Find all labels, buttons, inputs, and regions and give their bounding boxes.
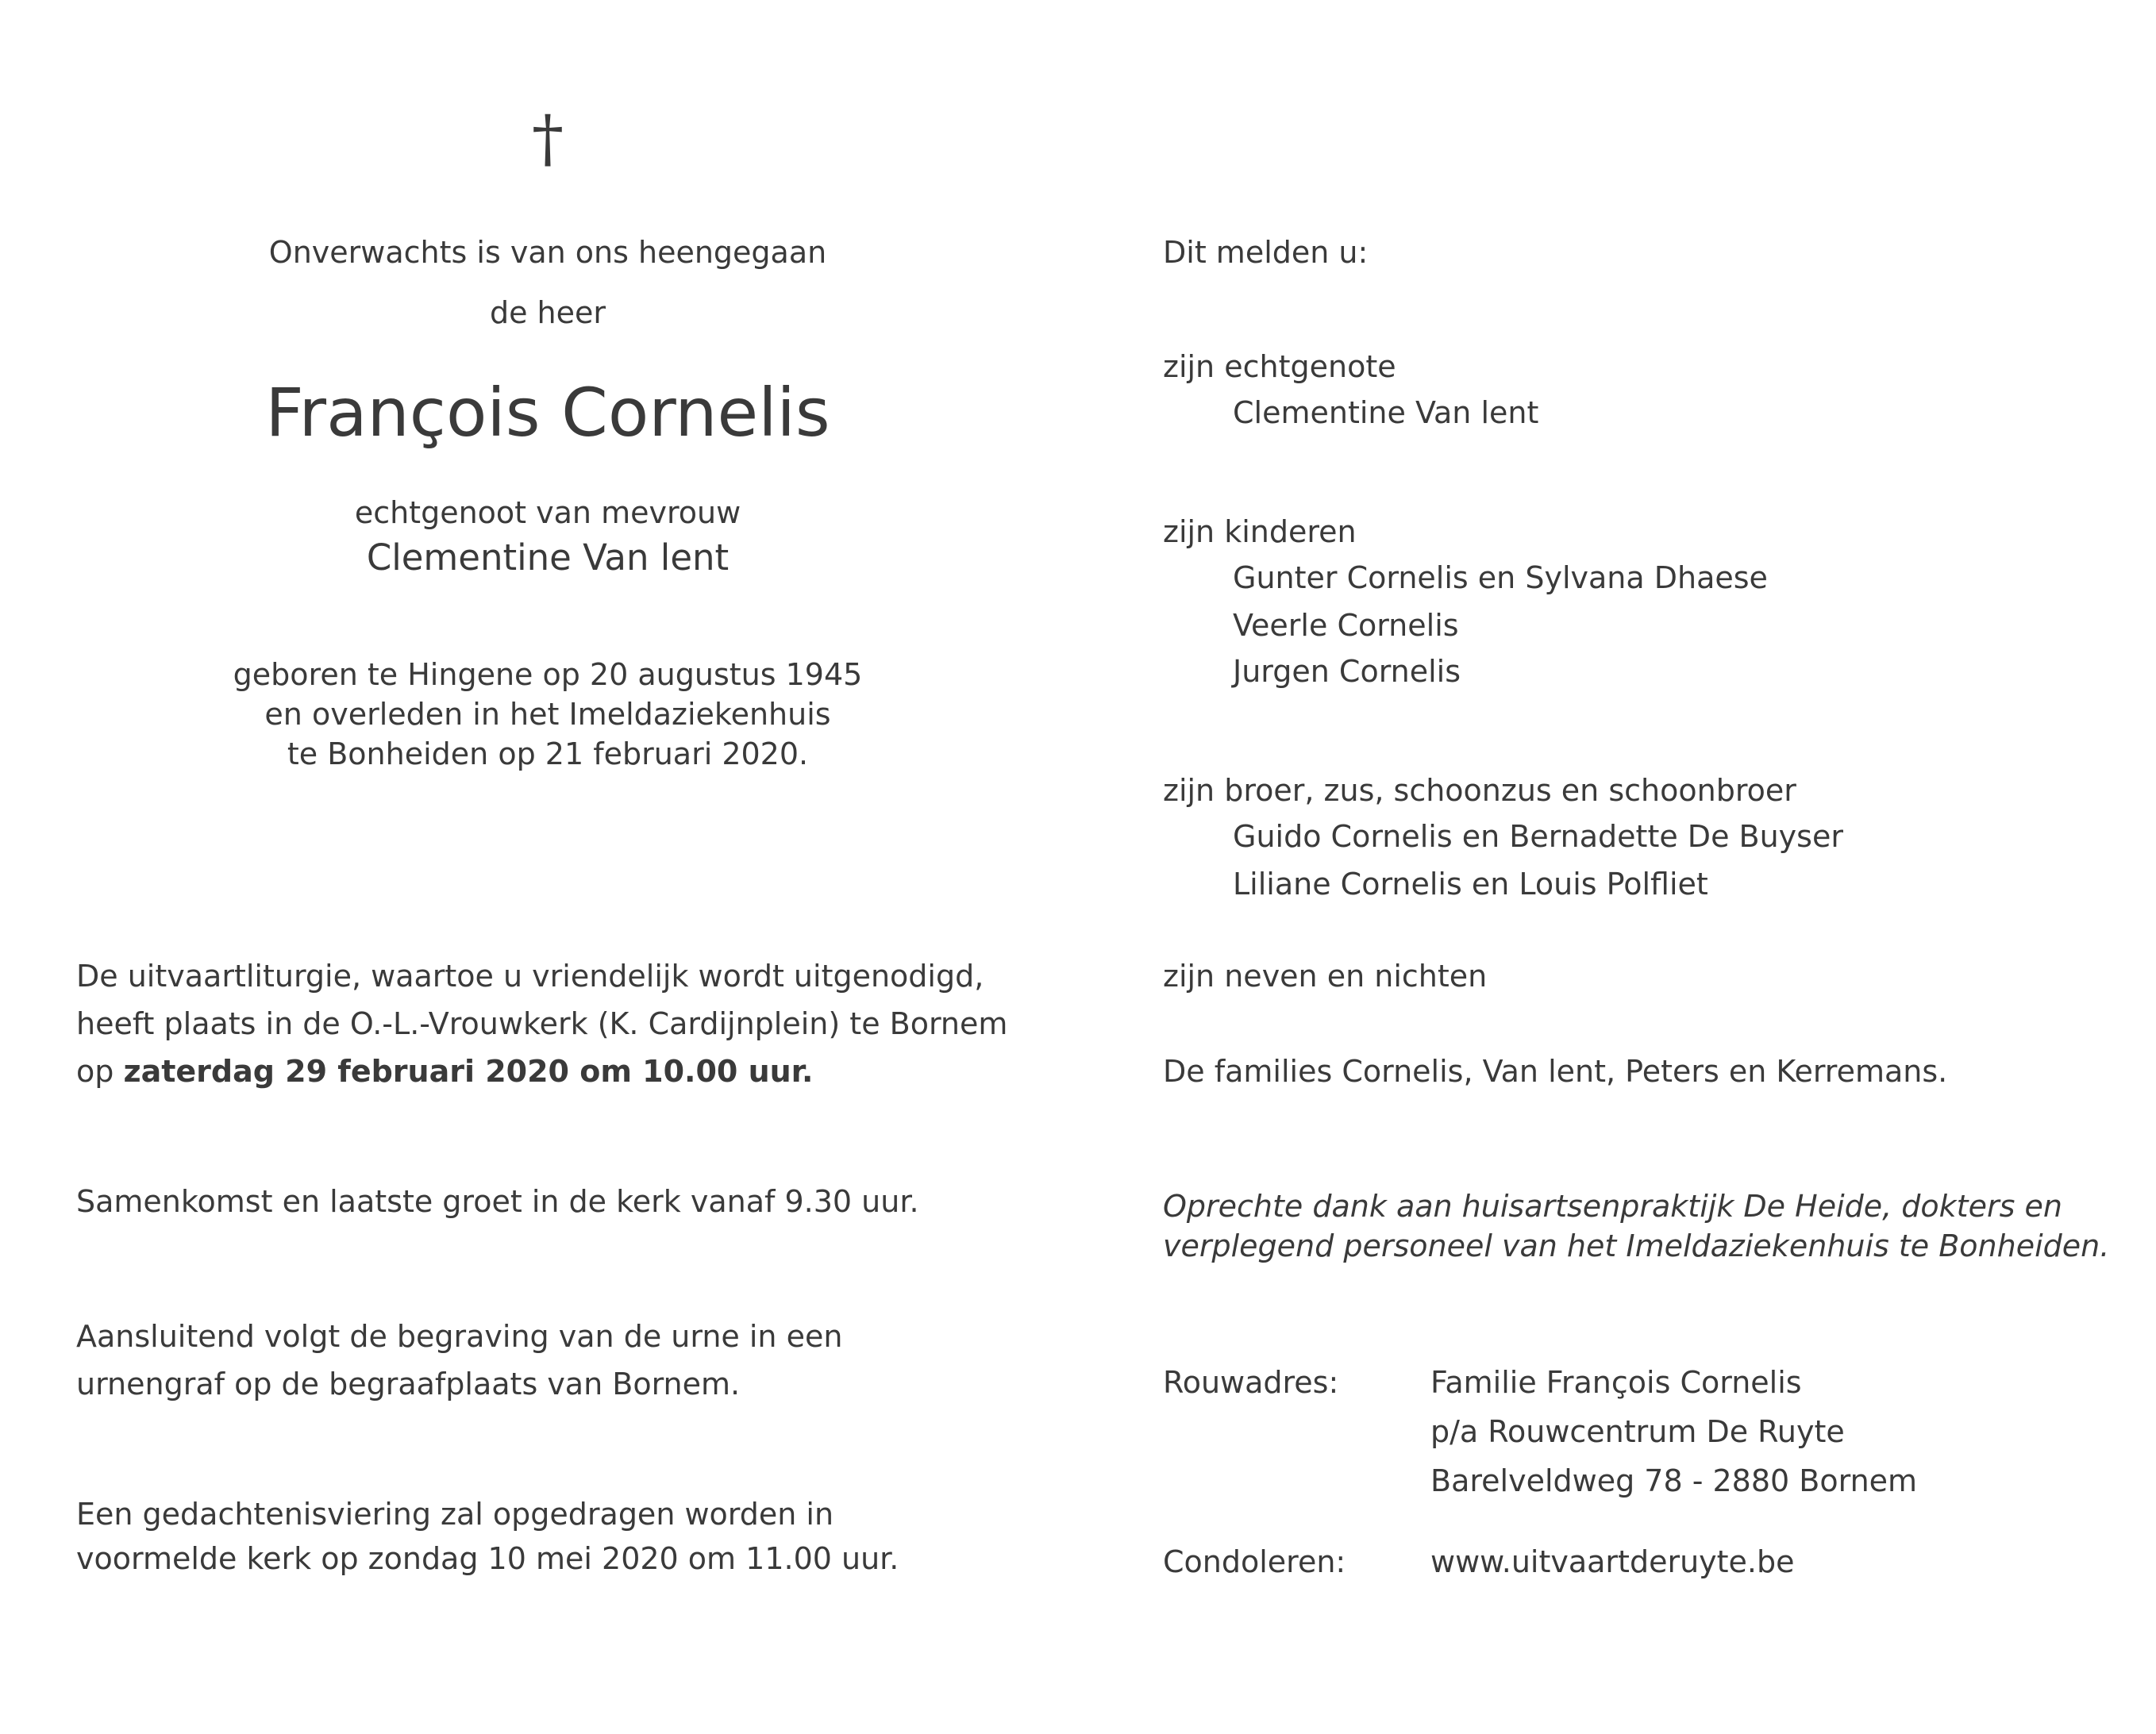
siblings-label: zijn broer, zus, schoonzus en schoonbroer [1163, 773, 1796, 808]
address-line: Barelveldweg 78 - 2880 Bornem [1430, 1463, 1918, 1498]
thanks-line1: Oprechte dank aan huisartsenpraktijk De Heide, dokters en [1163, 1189, 2062, 1224]
intro-text: Onverwachts is van ons heengegaan [268, 235, 827, 270]
cousins-text: zijn neven en nichten [1163, 959, 1488, 994]
deceased-name: François Cornelis [265, 374, 830, 452]
title-text: de heer [489, 295, 606, 330]
announce-text: Dit melden u: [1163, 235, 1369, 270]
burial-line2: urnengraf op de begraafplaats van Bornem. [76, 1367, 741, 1401]
wife-name: Clementine Van lent [1233, 395, 1539, 430]
address-label: Rouwadres: [1163, 1365, 1339, 1400]
child-item: Veerle Cornelis [1233, 608, 1459, 643]
liturgy-line2: heeft plaats in de O.-L.-Vrouwkerk (K. Cardijnplein) te Bornem [76, 1006, 1008, 1041]
spouse-intro: echtgenoot van mevrouw [354, 495, 741, 530]
gathering-text: Samenkomst en laatste groet in de kerk vanaf 9.30 uur. [76, 1184, 919, 1219]
sibling-item: Liliane Cornelis en Louis Polfliet [1233, 867, 1708, 902]
burial-line1: Aansluitend volgt de begraving van de urne in een [76, 1319, 843, 1354]
died-text-line2: te Bonheiden op 21 februari 2020. [287, 736, 809, 771]
families-text: De families Cornelis, Van lent, Peters en Kerremans. [1163, 1054, 1948, 1089]
condolences-label: Condoleren: [1163, 1544, 1346, 1579]
liturgy-line1: De uitvaartliturgie, waartoe u vriendelijk wordt uitgenodigd, [76, 959, 984, 994]
condolences-url[interactable]: www.uitvaartderuyte.be [1430, 1544, 1795, 1579]
born-text: geboren te Hingene op 20 augustus 1945 [233, 657, 863, 692]
child-item: Jurgen Cornelis [1233, 654, 1461, 689]
spouse-name: Clementine Van lent [366, 536, 730, 579]
memorial-line2: voormelde kerk op zondag 10 mei 2020 om 11.00 uur. [76, 1541, 899, 1576]
liturgy-line3-prefix: op [76, 1054, 114, 1089]
cross-symbol: † [532, 102, 564, 175]
address-line: p/a Rouwcentrum De Ruyte [1430, 1414, 1845, 1449]
liturgy-line3 [76, 1052, 813, 1091]
child-item: Gunter Cornelis en Sylvana Dhaese [1233, 560, 1768, 595]
liturgy-date-time: zaterdag 29 februari 2020 om 10.00 uur. [123, 1054, 814, 1089]
address-line: Familie François Cornelis [1430, 1365, 1802, 1400]
sibling-item: Guido Cornelis en Bernadette De Buyser [1233, 819, 1843, 854]
memorial-line1: Een gedachtenisviering zal opgedragen worden in [76, 1497, 834, 1532]
died-text-line1: en overleden in het Imeldaziekenhuis [264, 697, 831, 732]
children-label: zijn kinderen [1163, 514, 1357, 549]
thanks-line2: verplegend personeel van het Imeldaziekenhuis te Bonheiden. [1163, 1228, 2110, 1263]
wife-label: zijn echtgenote [1163, 349, 1396, 384]
